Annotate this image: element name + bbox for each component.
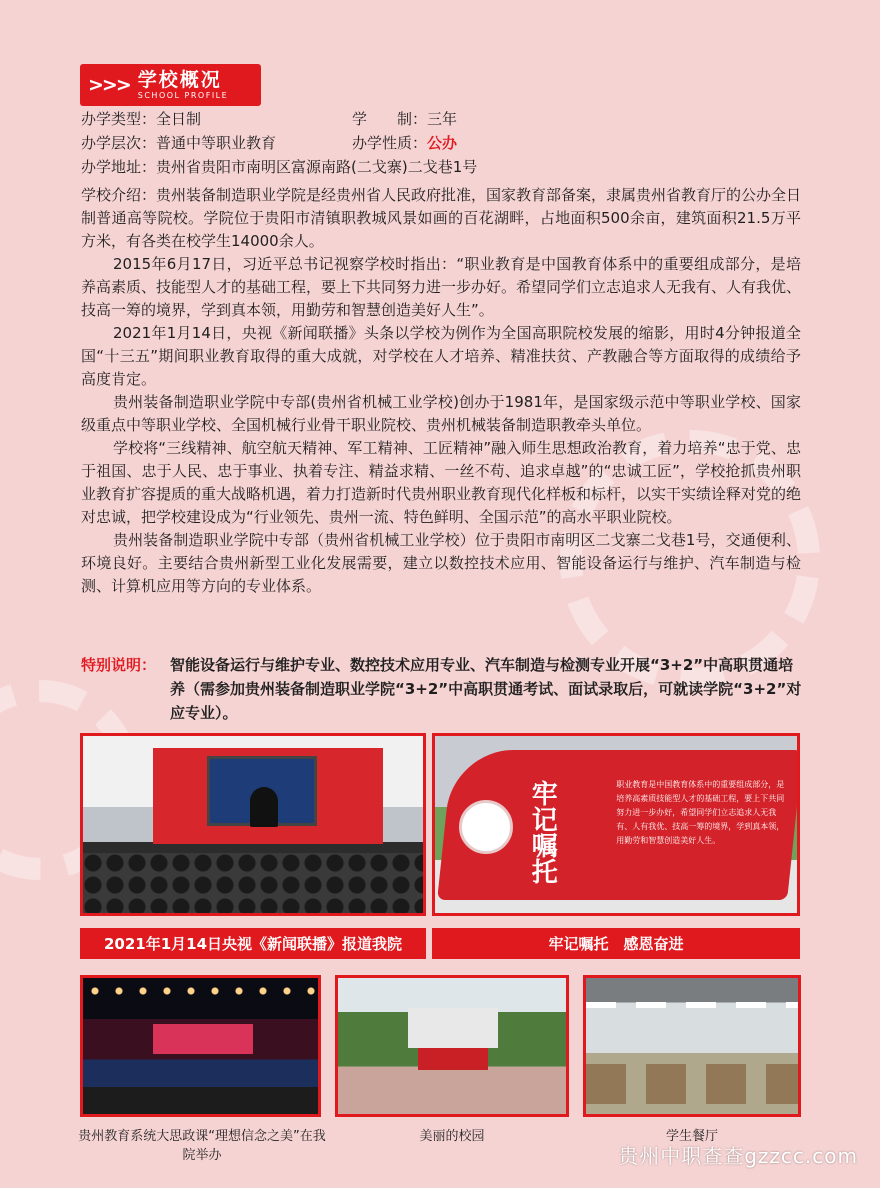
stage-event-photo (80, 975, 321, 1117)
section-subtitle: SCHOOL PROFILE (137, 91, 229, 100)
intro-paragraph: 2015年6月17日，习近平总书记视察学校时指出：“职业教育是中国教育体系中的重要组成部分，是培养高素质、技能型人才的基础工程，要上下共同努力进一步办好。希望同学们立志追求人无我有、人有我优、技高一筹的境界，学到真本领，用勤劳和智慧创造美好人生”。 (81, 255, 802, 319)
chevrons-icon: >>> (88, 74, 130, 96)
section-header (80, 64, 261, 106)
dining-tables (586, 1064, 798, 1104)
monument-caption: 牢记嘱托 感恩奋进 (432, 928, 800, 959)
address-value: 贵州省贵阳市南明区富源南路(二戈寨)二戈巷1号 (156, 158, 478, 176)
special-note-label: 特别说明： (81, 656, 157, 674)
stage-led-screen (153, 1024, 253, 1054)
school-introduction (81, 184, 801, 598)
tv-screen (207, 756, 317, 826)
fact-row (81, 107, 801, 131)
campus-building (408, 1008, 498, 1048)
campus-photo (335, 975, 569, 1117)
monument-photo (432, 733, 800, 916)
intro-paragraph: 2021年1月14日，央视《新闻联播》头条以学校为例作为全国高职院校发展的缩影，用时4分钟报道全国“十三五”期间职业教育取得的重大成就，对学校在人才培养、精准扶贫、产教融合等方面取得的成绩给予高度肯定。 (81, 324, 801, 388)
monument-text: 职业教育是中国教育体系中的重要组成部分，是培养高素质技能型人才的基础工程，要上下共同努力进一步办好，希望同学们立志追求人无我有、人有我优、技高一筹的境界，学到真本领，用勤劳和智慧创造美好人生。 (616, 780, 785, 845)
duration-value: 三年 (427, 110, 458, 128)
duration-label: 学 制： (352, 110, 428, 128)
special-note (81, 653, 805, 725)
fact-row (81, 155, 801, 179)
address-label: 办学地址： (81, 158, 157, 176)
fact-row (81, 131, 801, 155)
level-value: 普通中等职业教育 (156, 134, 277, 152)
intro-paragraph: 贵州装备制造职业学院中专部（贵州省机械工业学校）位于贵阳市南明区二戈寨二戈巷1号，交通便利、环境良好。主要结合贵州新型工业化发展需要，建立以数控技术应用、智能设备运行与维护、汽车制造与检测、计算机应用等方向的专业体系。 (81, 531, 801, 595)
audience (83, 853, 423, 913)
monument-inscription: 牢记嘱托 (527, 780, 558, 884)
ceiling-lights (586, 1002, 798, 1008)
type-value: 全日制 (156, 110, 202, 128)
campus-caption: 美丽的校园 (419, 1129, 485, 1144)
stage-caption: 贵州教育系统大思政课“理想信念之美”在我院举办 (78, 1129, 326, 1163)
news-broadcast-photo (80, 733, 426, 916)
intro-paragraph: 贵州装备制造职业学院中专部(贵州省机械工业学校)创办于1981年，是国家级示范中等职业学校、国家级重点中等职业学校、全国机械行业骨干职业院校、贵州机械装备制造职教牵头单位。 (81, 393, 801, 434)
campus-sign (418, 1048, 488, 1070)
level-label: 办学层次： (81, 134, 157, 152)
special-note-text: 智能设备运行与维护专业、数控技术应用专业、汽车制造与检测专业开展“3+2”中高职贯通培养（需参加贵州装备制造职业学院“3+2”中高职贯通考试、面试录取后，可就读学院“3+2”对应专业）。 (170, 656, 802, 722)
canteen-caption: 学生餐厅 (665, 1129, 718, 1144)
news-anchor-figure (250, 787, 278, 827)
nature-label: 办学性质： (352, 134, 428, 152)
intro-paragraph: 学校介绍：贵州装备制造职业学院是经贵州省人民政府批准，国家教育部备案，隶属贵州省教育厅的公办全日制普通高等院校。学院位于贵阳市清镇职教城风景如画的百花湖畔，占地面积500余亩，建筑面积21.5万平方米，有各类在校学生14000余人。 (81, 186, 802, 250)
type-label: 办学类型： (81, 110, 157, 128)
news-caption: 2021年1月14日央视《新闻联播》报道我院 (80, 928, 426, 959)
section-title: 学校概况 (137, 69, 222, 91)
nature-value: 公办 (427, 134, 458, 152)
stage-lights (83, 984, 318, 998)
school-logo-icon (459, 800, 513, 854)
canteen-photo (583, 975, 801, 1117)
school-facts (81, 107, 801, 179)
intro-paragraph: 学校将“三线精神、航空航天精神、军工精神、工匠精神”融入师生思想政治教育，着力培养“忠于党、忠于祖国、忠于人民、忠于事业、执着专注、精益求精、一丝不苟、追求卓越”的“忠诚工匠”，学校抢抓贵州职业教育扩容提质的重大战略机遇，着力打造新时代贵州职业教育现代化样板和标杆，以实干实绩诠释对党的绝对忠诚，把学校建设成为“行业领先、贵州一流、特色鲜明、全国示范”的高水平职业院校。 (81, 439, 802, 526)
watermark: 贵州中职查查gzzcc.com (618, 1144, 858, 1168)
